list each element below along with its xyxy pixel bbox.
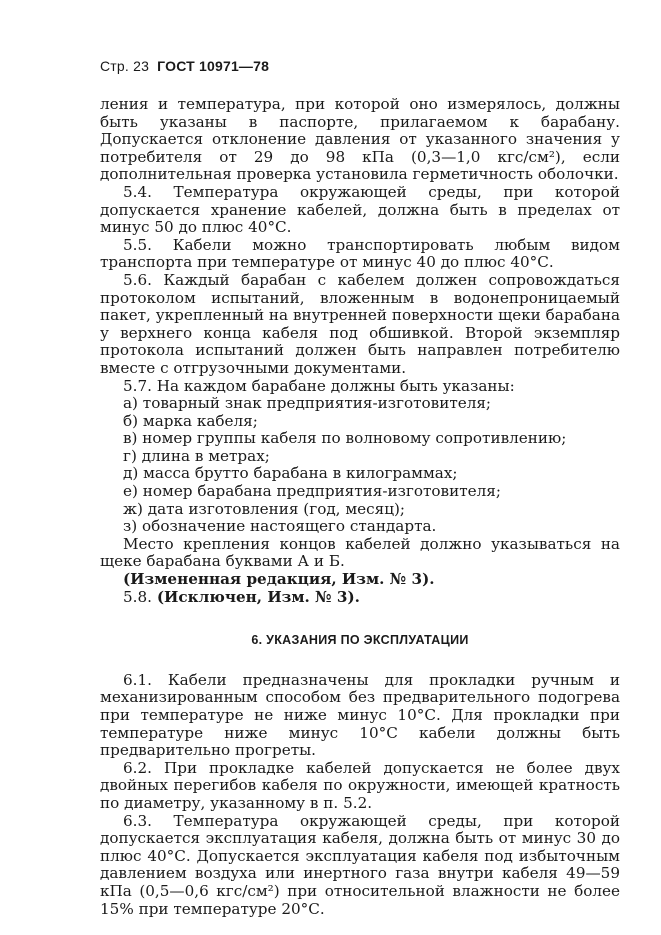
page-header	[100, 58, 269, 74]
paragraph-continuation: ления и температура, при которой оно измерялось, должны быть указаны в паспорте, прилагаемом к барабану. Допускается отклонение давления от указанного значения у потребителя от 29 до 98 кПа (0,3—1,0 кгс/см²), если дополнительная проверка установила герметичность оболочки.	[100, 95, 620, 184]
page-body	[100, 96, 620, 918]
list-item: в) номер группы кабеля по волновому сопротивлению;	[123, 429, 567, 448]
page-number: Стр. 23	[100, 58, 150, 74]
paragraph-5-5: 5.5. Кабели можно транспортировать любым видом транспорта при температуре от минус 40 до плюс 40°С.	[100, 235, 620, 272]
paragraph-6-2: 6.2. При прокладке кабелей допускается не более двух двойных перегибов кабеля по окружности, имеющей кратность по диаметру, указанному в п. 5.2.	[100, 758, 620, 812]
paragraph-5-6: 5.6. Каждый барабан с кабелем должен сопровождаться протоколом испытаний, вложенным в водонепроницаемый пакет, укрепленный на внутренней поверхности щеки барабана у верхнего конца кабеля под обшивкой. Второй экземпляр протокола испытаний должен быть направлен потребителю вместе с отгрузочными документами.	[100, 270, 620, 377]
paragraph-6-1: 6.1. Кабели предназначены для прокладки ручным и механизированным способом без предварительного подогрева при температуре не ниже минус 10°С. Для прокладки при температуре ниже минус 10°С кабели должны быть предварительно прогреты.	[100, 670, 620, 760]
section-title: 6. УКАЗАНИЯ ПО ЭКСПЛУАТАЦИИ	[251, 633, 469, 648]
standard-code: ГОСТ 10971—78	[157, 58, 270, 74]
paragraph-5-7: 5.7. На каждом барабане должны быть указаны:	[123, 376, 515, 395]
paragraph-5-8: 5.8. (Исключен, Изм. № 3).	[123, 587, 360, 606]
list-item: б) марка кабеля;	[123, 411, 258, 430]
list-item: з) обозначение настоящего стандарта.	[123, 517, 437, 536]
list-item: е) номер барабана предприятия-изготовителя;	[123, 482, 501, 501]
excluded-note: (Исключен, Изм. № 3).	[156, 587, 360, 606]
amendment-note: (Измененная редакция, Изм. № 3).	[123, 570, 435, 589]
list-item: г) длина в метрах;	[123, 446, 270, 465]
list-item: д) масса брутто барабана в килограммах;	[123, 464, 458, 483]
paragraph-marking-place: Место крепления концов кабелей должно указываться на щеке барабана буквами А и Б.	[100, 534, 620, 571]
list-item: ж) дата изготовления (год, месяц);	[123, 499, 406, 518]
paragraph-5-4: 5.4. Температура окружающей среды, при которой допускается хранение кабелей, должна быть в пределах от минус 50 до плюс 40°С.	[100, 182, 620, 237]
list-item: а) товарный знак предприятия-изготовителя;	[123, 394, 492, 413]
paragraph-6-3: 6.3. Температура окружающей среды, при которой допускается эксплуатация кабеля, должна быть от минус 30 до плюс 40°С. Допускается эксплуатация кабеля под избыточным давлением воздуха или инертного газа внутри кабеля 49—59 кПа (0,5—0,6 кгс/см²) при относительной влажности не более 15% при температуре 20°С.	[100, 811, 620, 918]
